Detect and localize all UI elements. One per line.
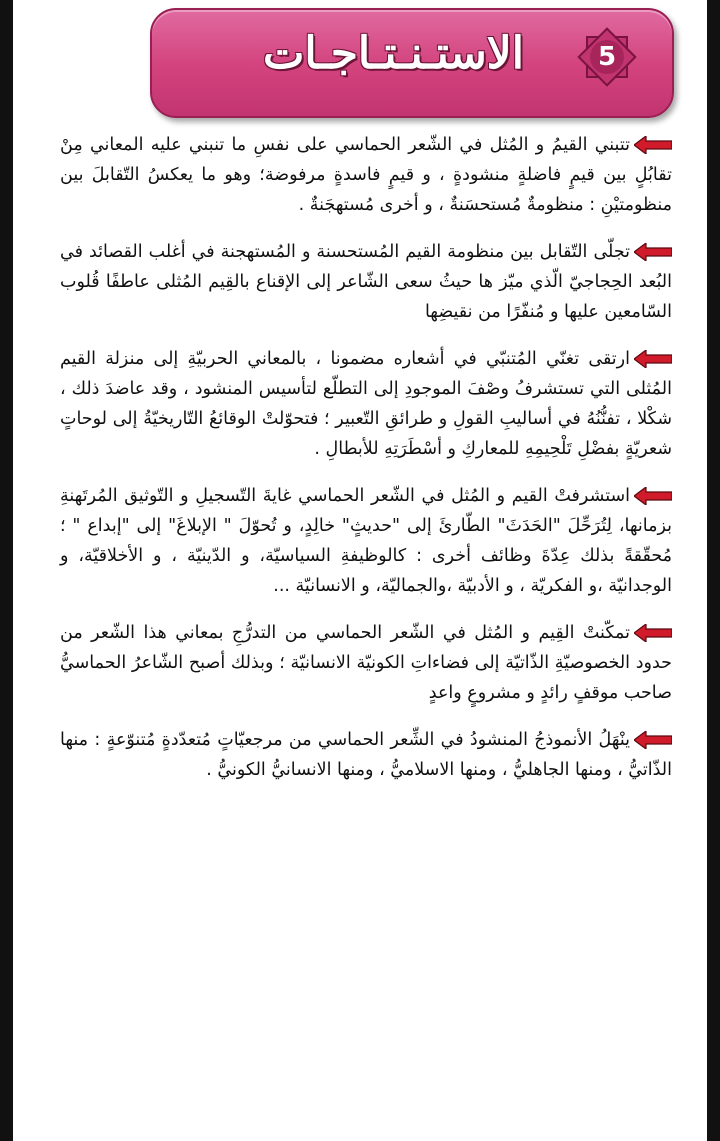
conclusion-text: استشرفتْ القيم و المُثل في الشّعر الحماسي غايةَ التّسجيلِ و التّوثيق المُرتَهنةِ بزمانها، لِتُرَحِّلَ "الحَدَثَ" الطّارئَ إلى "حديثٍ" خالِدٍ، و تُحوّلَ " الإبلاغَ" إلى "إبداع " ؛ مُحقّقةً بذلك عِدّةَ وظائف أخرى : كالوظيفةِ السياسيّة، و الدّينيّة ، و الأخلاقيّة، و الوجدانيّة ،و الفكريّة ، و الأدبيّة ،والجماليّة، و الانسانيّة ...	[60, 486, 672, 596]
red-arrow-left-icon	[634, 350, 672, 368]
red-arrow-left-icon	[634, 731, 672, 749]
red-arrow-left-icon	[634, 487, 672, 505]
section-title: الاستـنـتـاجـات	[262, 28, 524, 79]
conclusion-text: ارتقى تغنّي المُتنبّي في أشعاره مضمونا ، بالمعاني الحربيّةِ إلى منزلة القيم المُثلى التي تستشرفُ وصْفَ الموجودِ إلى التطلّع لتأسيس المنشود ، وقد عاضدَ ذلك ، شكْلا ، تفنُّنُهُ في أساليبِ القولِ و طرائقِ التّعبير ؛ فتحوّلتْ الوقائعُ التّاريخيّةُ إلى لوحاتٍ شعريّةٍ بفضْلِ تَلْحِيمِهِ للمعاركِ و أسْطَرَتِهِ للأبطالِ .	[60, 349, 672, 459]
conclusion-paragraph	[60, 344, 672, 464]
conclusions-list	[60, 130, 672, 802]
red-arrow-left-icon	[634, 243, 672, 261]
conclusion-text: ينْهَلُ الأنموذجُ المنشودُ في الشِّعر الحماسي من مرجعيّاتٍ مُتعدّدةٍ مُتنوّعةٍ : منها الذّاتيُّ ، ومنها الجاهليُّ ، ومنها الاسلاميُّ ، ومنها الانسانيُّ الكونيُّ .	[60, 730, 672, 780]
section-number-badge	[575, 25, 639, 89]
conclusion-paragraph	[60, 618, 672, 708]
section-number: 5	[597, 42, 617, 72]
conclusion-text: تمكّنتْ القِيم و المُثل في الشّعر الحماسي من التدرُّجِ بمعاني هذا الشّعر من حدود الخصوصيّةِ الذّاتيّة إلى فضاءاتِ الكونيّة الانسانيّة ؛ وبذلك أصبح الشّاعرُ الحماسيُّ صاحب موقفٍ رائدٍ و مشروعٍ واعدٍ	[60, 623, 672, 703]
right-edge-strip	[707, 0, 720, 1141]
conclusion-paragraph	[60, 237, 672, 327]
red-arrow-left-icon	[634, 624, 672, 642]
left-edge-strip	[0, 0, 13, 1141]
red-arrow-left-icon	[634, 136, 672, 154]
conclusion-paragraph	[60, 130, 672, 220]
conclusion-text: تجلّى التّقابل بين منظومة القيم المُستحسنة و المُستهجنة في أغلب القصائد في البُعد الحِجاجيّ الّذي ميّز ها حيثُ سعى الشّاعر إلى الإقناع بالقِيم المُثلى عاطفًا قُلوب السّامعين عليها و مُنفّرًا من نقيضِها	[60, 242, 672, 322]
conclusion-paragraph	[60, 481, 672, 601]
conclusion-paragraph	[60, 725, 672, 785]
conclusion-text: تتبني القيمُ و المُثل في الشّعر الحماسي على نفسِ ما تنبني عليه المعاني مِنْ تقابُلٍ بين قيمٍ فاضلةٍ منشودةٍ ، و قيمٍ فاسدةٍ مرفوضة؛ وهو ما يعكسُ التّقابلَ بين منظومتيْنِ : منظومةٌ مُستحسَنةٌ ، و أخرى مُستهجَنةٌ .	[60, 135, 672, 215]
